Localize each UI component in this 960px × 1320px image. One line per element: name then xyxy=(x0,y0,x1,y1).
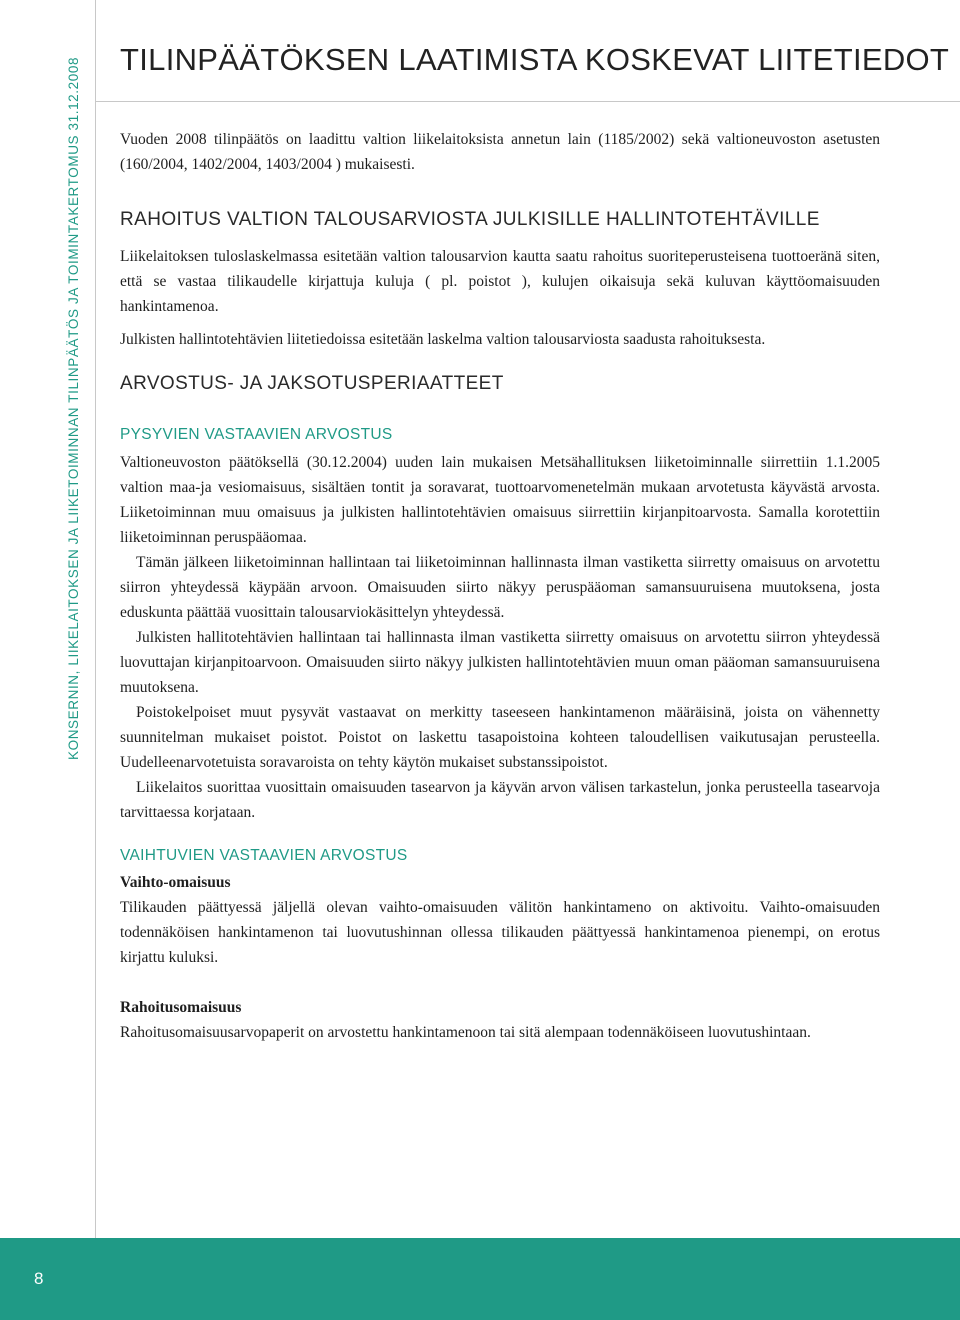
financing-paragraph-1: Liikelaitoksen tuloslaskelmassa esitetään valtion talousarvion kautta saatu rahoitus suoriteperusteisena tuottoeränä siten, että se vastaa tilikaudelle kirjattuja kuluja ( pl. poistot ), kulujen oikaisuja sekä kuluvan käyttöomaisuuden hankintamenoa. xyxy=(120,248,880,315)
section-heading-valuation: ARVOSTUS- JA JAKSOTUSPERIAATTEET xyxy=(120,373,504,394)
inventory-heading: Vaihto-omaisuus xyxy=(120,874,231,891)
page-number: 8 xyxy=(34,1269,44,1288)
fixed-assets-paragraph-2: Tämän jälkeen liiketoiminnan hallintaan tai liiketoiminnan hallinnasta ilman vastiketta siirretty omaisuus on arvotettu siirron yhteydessä käypään arvoon. Omaisuuden siirto näkyy peruspääoman samansuuruisena muutoksena, josta eduskunta päättää vuosittain talousarviokäsittelyn yhteydessä. xyxy=(120,554,880,621)
footer-band xyxy=(0,1238,960,1320)
section-heading-financing: RAHOITUS VALTION TALOUSARVIOSTA JULKISILLE HALLINTOTEHTÄVILLE xyxy=(120,209,820,230)
main-content xyxy=(120,127,880,1045)
subsection-heading-fixed-assets: PYSYVIEN VASTAAVIEN ARVOSTUS xyxy=(120,426,393,443)
page-title: TILINPÄÄTÖKSEN LAATIMISTA KOSKEVAT LIITETIEDOT xyxy=(120,42,950,77)
subsection-heading-current-assets: VAIHTUVIEN VASTAAVIEN ARVOSTUS xyxy=(120,847,408,864)
fixed-assets-paragraph-1: Valtioneuvoston päätöksellä (30.12.2004) uuden lain mukaisen Metsähallituksen liiketoiminnalle siirrettiin 1.1.2005 valtion maa-ja vesiomaisuus, sisältäen tontit ja soravarat, tuottoarvomenetelmän mukaan arvotetusta käyvästä arvosta. Liiketoiminnan muu omaisuus ja julkisten hallintotehtävien omaisuus siirrettiin kirjanpitoarvosta. Samalla korotettiin liiketoiminnan peruspääomaa. xyxy=(120,454,880,546)
intro-paragraph: Vuoden 2008 tilinpäätös on laadittu valtion liikelaitoksista annetun lain (1185/2002) sekä valtioneuvoston asetusten (160/2004, 1402/2004, 1403/2004 ) mukaisesti. xyxy=(120,131,880,173)
fixed-assets-paragraph-3: Julkisten hallitotehtävien hallintaan tai hallinnasta ilman vastiketta siirretty omaisuus on arvotettu siirron yhteydessä luovuttajan kirjanpitoarvoon. Omaisuuden siirto näkyy julkisten hallintotehtävien muun oman pääoman samansuuruisena muutoksena. xyxy=(120,629,880,696)
header-rule xyxy=(95,101,960,102)
fixed-assets-paragraph-5: Liikelaitos suorittaa vuosittain omaisuuden tasearvon ja käyvän arvon välisen tarkastelun, jonka perusteella tasearvoja tarvittaessa korjataan. xyxy=(120,779,880,821)
side-running-title: KONSERNIN, LIIKELAITOKSEN JA LIIKETOIMINNAN TILINPÄÄTÖS JA TOIMINTAKERTOMUS 31.12.2008 xyxy=(66,56,81,760)
inventory-paragraph: Tilikauden päättyessä jäljellä olevan vaihto-omaisuuden välitön hankintameno on aktivoitu. Vaihto-omaisuuden todennäköisen hankintamenon tai luovutushinnan ollessa tilikauden päättyessä hankintamenoa pienempi, on erotus kirjattu kuluksi. xyxy=(120,899,880,966)
vertical-rule xyxy=(95,0,96,1238)
financial-assets-paragraph: Rahoitusomaisuusarvopaperit on arvostettu hankintamenoon tai sitä alempaan todennäköiseen luovutushintaan. xyxy=(120,1024,811,1041)
fixed-assets-paragraph-4: Poistokelpoiset muut pysyvät vastaavat on merkitty taseeseen hankintamenon määräisinä, joista on vähennetty suunnitelman mukaiset poistot. Poistot on laskettu tasapoistoina kohteen taloudellisen vaikutusajan perusteella. Uudelleenarvotetuista soravaroista on tehty käytön mukaiset substanssipoistot. xyxy=(120,704,880,771)
financing-paragraph-2: Julkisten hallintotehtävien liitetiedoissa esitetään laskelma valtion talousarviosta saadusta rahoituksesta. xyxy=(120,331,766,348)
financial-assets-heading: Rahoitusomaisuus xyxy=(120,999,242,1016)
